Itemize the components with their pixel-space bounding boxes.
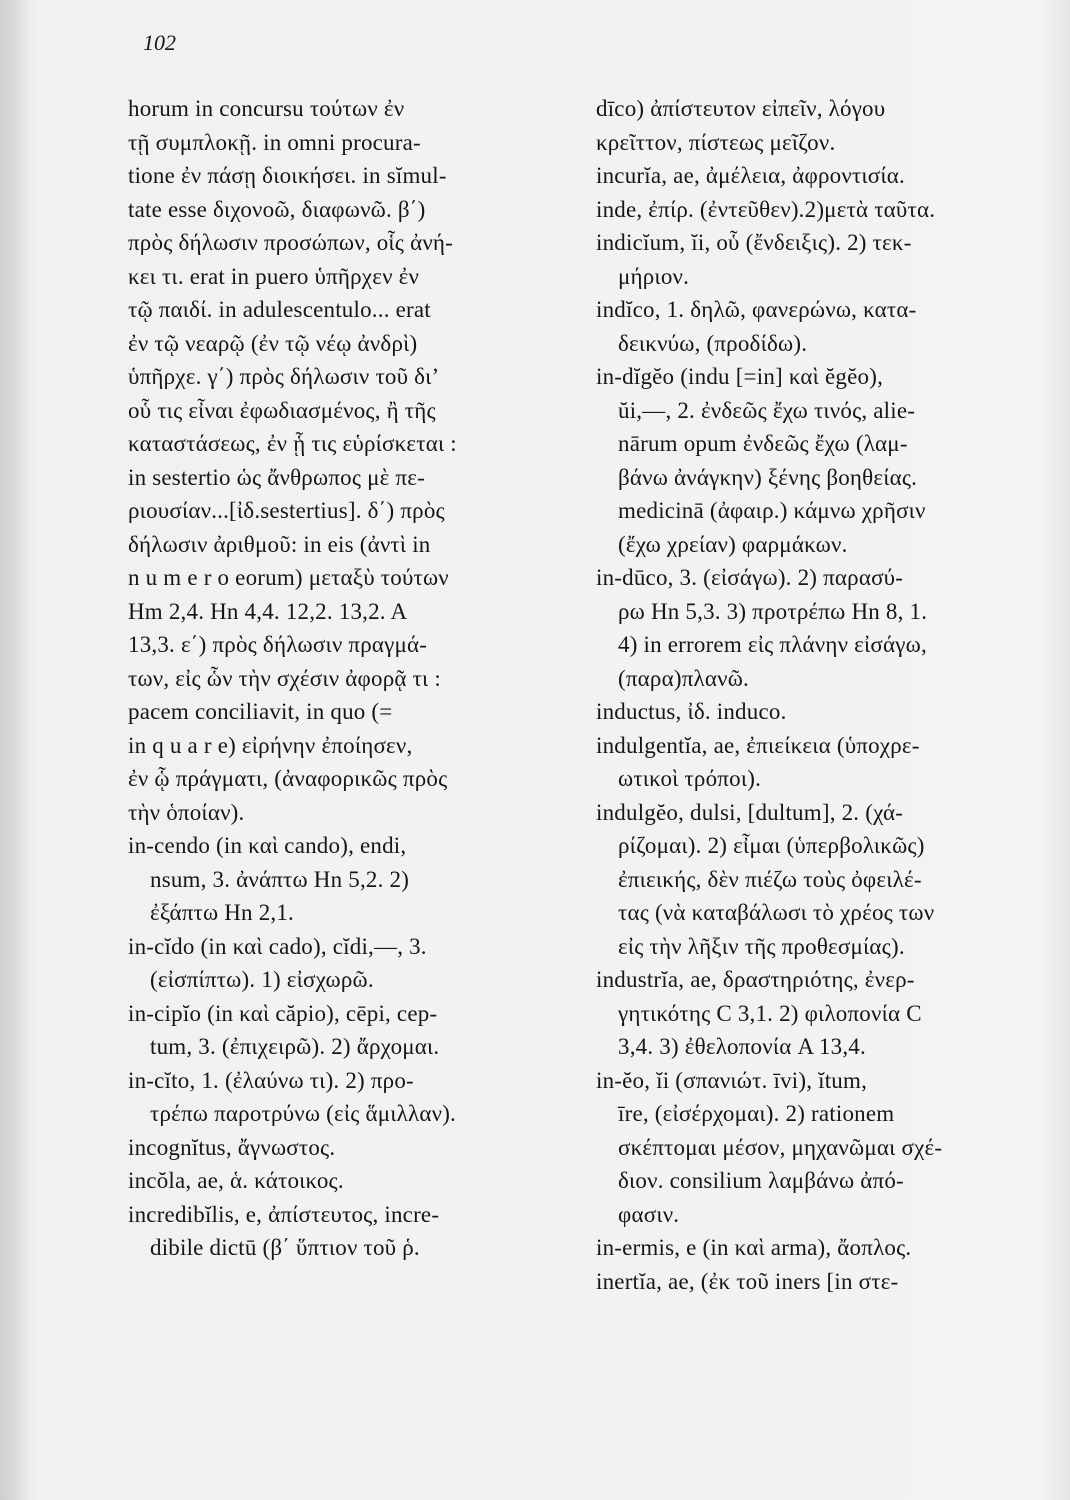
dictionary-line — [596, 896, 1034, 930]
dictionary-line — [596, 360, 1034, 394]
line-text: īre, (εἰσέρχομαι). 2) rationem — [618, 1101, 895, 1126]
dictionary-line — [596, 1164, 1034, 1198]
line-text: in-cĭto, 1. (ἐλαύνω τι). 2) προ- — [128, 1067, 414, 1093]
dictionary-line — [128, 1164, 566, 1198]
dictionary-line — [596, 528, 1034, 562]
line-text: in q u a r e) εἰρήνην ἐποίησεν, — [128, 732, 413, 758]
line-text: in-ermis, e (in καὶ arma), ἄοπλος. — [596, 1235, 912, 1260]
line-text: nsum, 3. ἀνάπτω Hn 5,2. 2) — [150, 866, 410, 892]
line-text: τρέπω παροτρύνω (εἰς ἅμιλλαν). — [150, 1101, 457, 1126]
dictionary-line — [128, 360, 566, 394]
dictionary-line — [596, 863, 1034, 897]
dictionary-line — [596, 92, 1034, 126]
dictionary-line — [128, 829, 566, 863]
dictionary-line — [596, 829, 1034, 863]
line-text: pacem conciliavit, in quo (= — [128, 699, 393, 724]
line-text: nārum opum ἐνδεῶς ἔχω (λαμ- — [618, 431, 908, 456]
line-text: κρεῖττον, πίστεως μεῖζον. — [596, 129, 836, 155]
dictionary-line — [596, 1198, 1034, 1232]
dictionary-line — [596, 1097, 1034, 1131]
line-text: incognĭtus, ἄγνωστος. — [128, 1134, 336, 1160]
dictionary-line — [128, 963, 566, 997]
dictionary-line — [596, 561, 1034, 595]
dictionary-line — [596, 126, 1034, 160]
line-text: dīco) ἀπίστευτον εἰπεῖν, λόγου — [596, 96, 886, 121]
dictionary-line — [596, 394, 1034, 428]
dictionary-line — [596, 1064, 1034, 1098]
dictionary-line — [596, 628, 1034, 662]
dictionary-line — [128, 796, 566, 830]
line-text: ὑπῆρχε. γ΄) πρὸς δήλωσιν τοῦ δι’ — [128, 364, 440, 389]
dictionary-line — [128, 226, 566, 260]
dictionary-line — [596, 226, 1034, 260]
line-text: ρω Hn 5,3. 3) προτρέπω Hn 8, 1. — [618, 598, 928, 624]
dictionary-line — [596, 1231, 1034, 1265]
dictionary-line — [128, 126, 566, 160]
dictionary-line — [128, 1097, 566, 1131]
line-text: ἐν τῷ νεαρῷ (ἐν τῷ νέῳ ἀνδρὶ) — [128, 330, 418, 356]
dictionary-line — [128, 1030, 566, 1064]
right-column — [596, 92, 1034, 1298]
line-text: 13,3. ε΄) πρὸς δήλωσιν πραγμά- — [128, 632, 428, 657]
line-text: tate esse διχονοῶ, διαφωνῶ. β΄) — [128, 196, 426, 222]
line-text: Hm 2,4. Hn 4,4. 12,2. 13,2. A — [128, 598, 408, 624]
dictionary-line — [596, 461, 1034, 495]
line-text: ŭi,—, 2. ἐνδεῶς ἔχω τινός, alie- — [618, 397, 916, 423]
dictionary-line — [596, 1131, 1034, 1165]
dictionary-line — [596, 427, 1034, 461]
dictionary-line — [128, 394, 566, 428]
line-text: in sestertio ὡς ἄνθρωπος μὲ πε- — [128, 464, 425, 490]
line-text: ριουσίαν...[ἰδ.sestertius]. δ΄) πρὸς — [128, 498, 445, 523]
dictionary-line — [596, 595, 1034, 629]
line-text: n u m e r o eorum) μεταξὺ τούτων — [128, 565, 449, 590]
line-text: βάνω ἀνάγκην) ξένης βοηθείας. — [618, 464, 918, 490]
dictionary-line — [128, 1231, 566, 1265]
dictionary-line — [596, 260, 1034, 294]
line-text: ωτικοὶ τρόποι). — [618, 766, 762, 791]
line-text: καταστάσεως, ἐν ᾗ τις εὑρίσκεται : — [128, 431, 457, 456]
line-text: in-cĭdo (in καὶ cado), cĭdi,—, 3. — [128, 933, 427, 959]
dictionary-line — [596, 963, 1034, 997]
dictionary-line — [128, 528, 566, 562]
dictionary-line — [128, 494, 566, 528]
line-text: tum, 3. (ἐπιχειρῶ). 2) ἄρχομαι. — [150, 1034, 440, 1059]
line-text: τῷ παιδί. in adulescentulo... erat — [128, 297, 431, 322]
line-text: ἐπιεικής, δὲν πιέζω τοὺς ὀφειλέ- — [618, 866, 922, 892]
line-text: ἐν ᾧ πράγματι, (ἀναφορικῶς πρὸς — [128, 766, 448, 791]
line-text: inde, ἐπίρ. (ἐντεῦθεν).2)μετὰ ταῦτα. — [596, 196, 936, 222]
dictionary-line — [596, 930, 1034, 964]
line-text: indulgĕo, dulsi, [dultum], 2. (χά- — [596, 799, 904, 825]
line-text: πρὸς δήλωσιν προσώπων, οἷς ἀνή- — [128, 230, 453, 255]
dictionary-line — [128, 930, 566, 964]
dictionary-line — [128, 896, 566, 930]
dictionary-line — [128, 1064, 566, 1098]
dictionary-line — [596, 796, 1034, 830]
dictionary-line — [128, 695, 566, 729]
dictionary-line — [596, 695, 1034, 729]
line-text: in-ĕo, ĭi (σπανιώτ. īvi), ĭtum, — [596, 1067, 868, 1093]
line-text: ἐξάπτω Hn 2,1. — [150, 900, 295, 925]
line-text: (παρα)πλανῶ. — [618, 665, 750, 691]
dictionary-line — [596, 662, 1034, 696]
dictionary-line — [596, 997, 1034, 1031]
dictionary-line — [596, 762, 1034, 796]
line-text: inductus, ἰδ. induco. — [596, 699, 787, 724]
line-text: κει τι. erat in puero ὑπῆρχεν ἐν — [128, 263, 420, 289]
line-text: 4) in errorem εἰς πλάνην εἰσάγω, — [618, 632, 927, 657]
line-text: horum in concursu τούτων ἐν — [128, 96, 405, 121]
dictionary-line — [128, 561, 566, 595]
line-text: μήριον. — [618, 263, 690, 289]
book-spine-shadow — [0, 0, 30, 1500]
dictionary-line — [128, 863, 566, 897]
dictionary-line — [596, 1265, 1034, 1299]
dictionary-line — [128, 461, 566, 495]
dictionary-line — [128, 997, 566, 1031]
line-text: δήλωσιν ἀριθμοῦ: in eis (ἀντὶ in — [128, 531, 431, 557]
line-text: incurĭa, ae, ἀμέλεια, ἀφροντισία. — [596, 163, 905, 188]
dictionary-line — [128, 193, 566, 227]
line-text: incredibĭlis, e, ἀπίστευτος, incre- — [128, 1201, 440, 1227]
line-text: indicĭum, ĭi, οὗ (ἔνδειξις). 2) τεκ- — [596, 230, 912, 255]
line-text: τας (νὰ καταβάλωσι τὸ χρέος των — [618, 900, 935, 925]
dictionary-line — [128, 1131, 566, 1165]
dictionary-line — [128, 628, 566, 662]
dictionary-line — [596, 293, 1034, 327]
line-text: in-dĭgĕo (indu [=in] καὶ ĕgĕo), — [596, 364, 884, 389]
dictionary-line — [596, 494, 1034, 528]
line-text: δεικνύω, (προδίδω). — [618, 330, 808, 356]
dictionary-line — [128, 159, 566, 193]
dictionary-line — [596, 1030, 1034, 1064]
dictionary-line — [128, 762, 566, 796]
line-text: 3,4. 3) ἐθελοπονία A 13,4. — [618, 1034, 866, 1059]
line-text: οὗ τις εἶναι ἐφωδιασμένος, ἢ τῆς — [128, 397, 436, 423]
line-text: inertĭa, ae, (ἐκ τοῦ iners [in στε- — [596, 1268, 899, 1294]
dictionary-line — [128, 260, 566, 294]
dictionary-line — [128, 92, 566, 126]
dictionary-line — [128, 595, 566, 629]
dictionary-line — [128, 293, 566, 327]
line-text: (εἰσπίπτω). 1) εἰσχωρῶ. — [150, 967, 374, 992]
line-text: των, εἰς ὧν τὴν σχέσιν ἀφορᾷ τι : — [128, 665, 441, 691]
line-text: in-cendo (in καὶ cando), endi, — [128, 833, 407, 858]
line-text: tione ἐν πάσῃ διοικήσει. in sĭmul- — [128, 163, 447, 188]
line-text: γητικότης C 3,1. 2) φιλοπονία C — [618, 1000, 922, 1026]
dictionary-line — [128, 1198, 566, 1232]
page-number: 102 — [143, 30, 176, 55]
line-text: in-cipĭo (in καὶ căpio), cēpi, cep- — [128, 1000, 438, 1026]
line-text: (ἔχω χρείαν) φαρμάκων. — [618, 531, 848, 557]
line-text: industrĭa, ae, δραστηριότης, ἐνερ- — [596, 967, 915, 992]
left-column — [128, 92, 566, 1265]
line-text: διον. consilium λαμβάνω ἀπό- — [618, 1168, 904, 1193]
line-text: τὴν ὁποίαν). — [128, 799, 245, 825]
line-text: medicinā (ἀφαιρ.) κάμνω χρῆσιν — [618, 498, 926, 523]
line-text: in-dūco, 3. (εἰσάγω). 2) παρασύ- — [596, 565, 904, 590]
line-text: indulgentĭa, ae, ἐπιείκεια (ὑποχρε- — [596, 732, 920, 758]
dictionary-line — [596, 193, 1034, 227]
line-text: εἰς τὴν λῆξιν τῆς προθεσμίας). — [618, 933, 905, 959]
line-text: σκέπτομαι μέσον, μηχανῶμαι σχέ- — [618, 1134, 943, 1160]
dictionary-line — [128, 327, 566, 361]
dictionary-line — [128, 427, 566, 461]
dictionary-line — [128, 662, 566, 696]
dictionary-line — [596, 327, 1034, 361]
line-text: indĭco, 1. δηλῶ, φανερώνω, κατα- — [596, 297, 917, 322]
line-text: φασιν. — [618, 1201, 680, 1227]
line-text: τῇ συμπλοκῇ. in omni procura- — [128, 129, 421, 155]
line-text: ρίζομαι). 2) εἶμαι (ὑπερβολικῶς) — [618, 833, 925, 858]
dictionary-line — [596, 159, 1034, 193]
line-text: incŏla, ae, ἁ. κάτοικος. — [128, 1168, 344, 1193]
dictionary-line — [128, 729, 566, 763]
line-text: dibile dictū (β΄ ὕπτιον τοῦ ῥ. — [150, 1235, 420, 1260]
dictionary-line — [596, 729, 1034, 763]
